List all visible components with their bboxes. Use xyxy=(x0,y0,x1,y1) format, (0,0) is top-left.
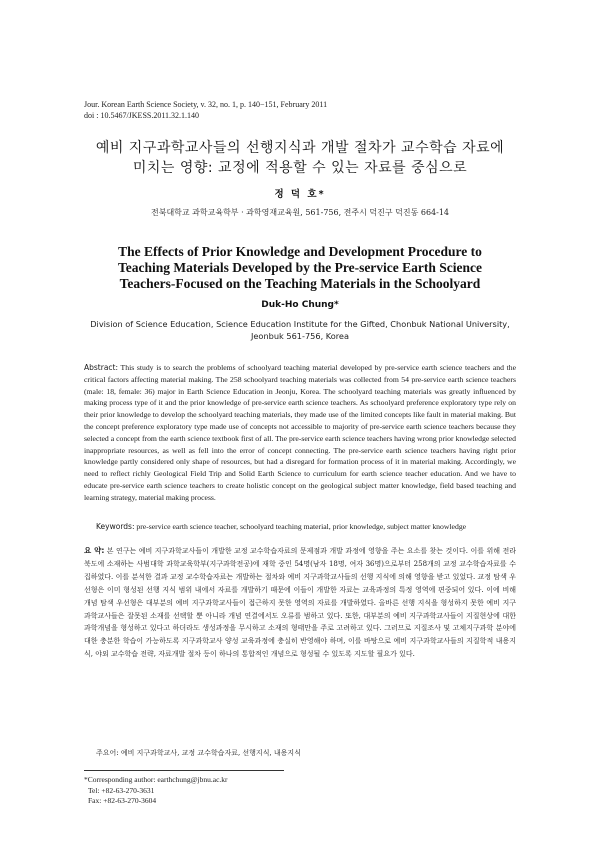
english-title-line-3: Teachers-Focused on the Teaching Materials in the Schoolyard xyxy=(119,276,481,291)
corresponding-author: *Corresponding author: earthchung@jbnu.ac.kr xyxy=(84,775,228,784)
abstract xyxy=(84,362,516,504)
footnote xyxy=(84,775,228,807)
fax: Fax: +82-63-270-3604 xyxy=(88,796,157,805)
korean-summary xyxy=(84,545,516,661)
keywords-label: Keywords: xyxy=(96,522,135,531)
journal-header xyxy=(84,99,327,121)
telephone: Tel: +82-63-270-3631 xyxy=(88,785,155,795)
abstract-label: Abstract: xyxy=(84,363,119,372)
journal-citation: Jour. Korean Earth Science Society, v. 32, no. 1, p. 140−151, February 2011 xyxy=(84,100,328,109)
korean-affiliation: 전북대학교 과학교육학부 · 과학영재교육원, 561-756, 전주시 덕진구 덕진동 664-14 xyxy=(150,208,450,217)
keywords-text: pre-service earth science teacher, schoolyard teaching material, prior knowledge, subject matter knowledge xyxy=(134,522,467,531)
english-author: Duk-Ho Chung* xyxy=(261,300,339,310)
english-title-line-2: Teaching Materials Developed by the Pre-service Earth Science xyxy=(117,260,483,275)
korean-summary-label: 요 약: xyxy=(84,546,105,555)
korean-title-line-2: 미치는 영향: 교정에 적용할 수 있는 자료를 중심으로 xyxy=(132,160,468,176)
keywords xyxy=(96,521,526,532)
footnote-divider xyxy=(84,770,284,771)
english-title xyxy=(40,244,560,292)
doi: doi : 10.5467/JKESS.2011.32.1.140 xyxy=(84,111,200,120)
abstract-text: This study is to search the problems of schoolyard teaching material developed by pre-service earth science teachers and the critical factors affecting material making. The 258 schoolyard teaching materials was collected from 54 pre-service earth science teachers (male: 18, female: 36) major in Earth Science Education in Jeonju, Korea. The schoolyard teaching materials was greatly influenced by making process type of it and the prior knowledge of pre-service earth science teachers. As schoolyard preference exploratory type rely on their prior knowledge to develop the schoolyard teaching materials, they made use of the limited concepts like fault in material making. But the concept preference exploratory type made use of concepts not accessible to majority of pre-service earth science teachers because they selected a concept from the earth science textbook first of all. The pre-service earth science teachers having wrong prior knowledge selected inappropriate resources, as well as fell into the error of concept connecting. The pre-service earth science teachers having right prior knowledge partly considered only shape of resources, but had a disregard for formation process of it in material making. Accordingly, we need to reflect richly Geological Field Trip and Solid Earth Science to curriculum for earth science teacher education. And we have to educate pre-service earth science teachers to create holistic concept on the geological subject matter knowledge, field based teaching and learning strategy, material making process. xyxy=(84,363,516,502)
korean-author: 정 덕 호* xyxy=(274,189,326,200)
korean-title xyxy=(40,138,560,178)
english-affiliation xyxy=(40,318,560,342)
english-title-line-1: The Effects of Prior Knowledge and Development Procedure to xyxy=(118,244,482,259)
english-affiliation-line-1: Division of Science Education, Science Education Institute for the Gifted, Chonbuk National University, xyxy=(90,319,510,329)
korean-title-line-1: 예비 지구과학교사들의 선행지식과 개발 절차가 교수학습 자료에 xyxy=(95,140,505,156)
korean-keywords: 주요어: 예비 지구과학교사, 교정 교수학습자료, 선행지식, 내용지식 xyxy=(96,749,301,757)
english-affiliation-line-2: Jeonbuk 561-756, Korea xyxy=(250,331,349,341)
korean-summary-text: 본 연구는 예비 지구과학교사들이 개발한 교정 교수학습자료의 문제점과 개발 과정에 영향을 주는 요소를 찾는 것이다. 이를 위해 전라북도에 소재하는 사범대학 과학교육학부(지구과학전공)에 재학 중인 54명(남자 18명, 여자 36명)으로부터 258개의 교정 교수학습자료를 수집하였다. 이를 분석한 결과 교정 교수학습자료는 개발하는 절차와 예비 지구과학교사들의 선행 지식에 의해 영향을 받고 있었다. 교정 탐색 우선형은 이미 형성된 선행 지식 범위 내에서 자료를 개발하기 때문에 이들이 개발한 자료는 교육과정의 특정 영역에 편중되어 있다. 이에 비해 개념 탐색 우선형은 대부분의 예비 지구과학교사들이 접근하지 못한 영역의 자료를 개발하였다. 올바른 선행 지식을 형성하지 못한 예비 지구과학교사들은 잘못된 소재를 선택할 뿐 아니라 개념 연결에서도 오류를 범하고 있다. 또한, 대부분의 예비 지구과학교사들이 지질현상에 대한 과학개념을 형성하고 있다고 하더라도 생성과정을 무시하고 소재의 형태만을 주로 고려하고 있다. 그러므로 지질조사 및 고체지구과학 분야에 대한 충분한 학습이 가능하도록 지구과학교사 양성 교육과정에 충실히 반영해야 하며, 이를 바탕으로 예비 지구과학교사들의 지질학적 내용지식, 야외 교수학습 전략, 자료개발 절차 등이 하나의 통합적인 개념으로 형성될 수 있도록 지도할 필요가 있다. xyxy=(84,547,516,659)
